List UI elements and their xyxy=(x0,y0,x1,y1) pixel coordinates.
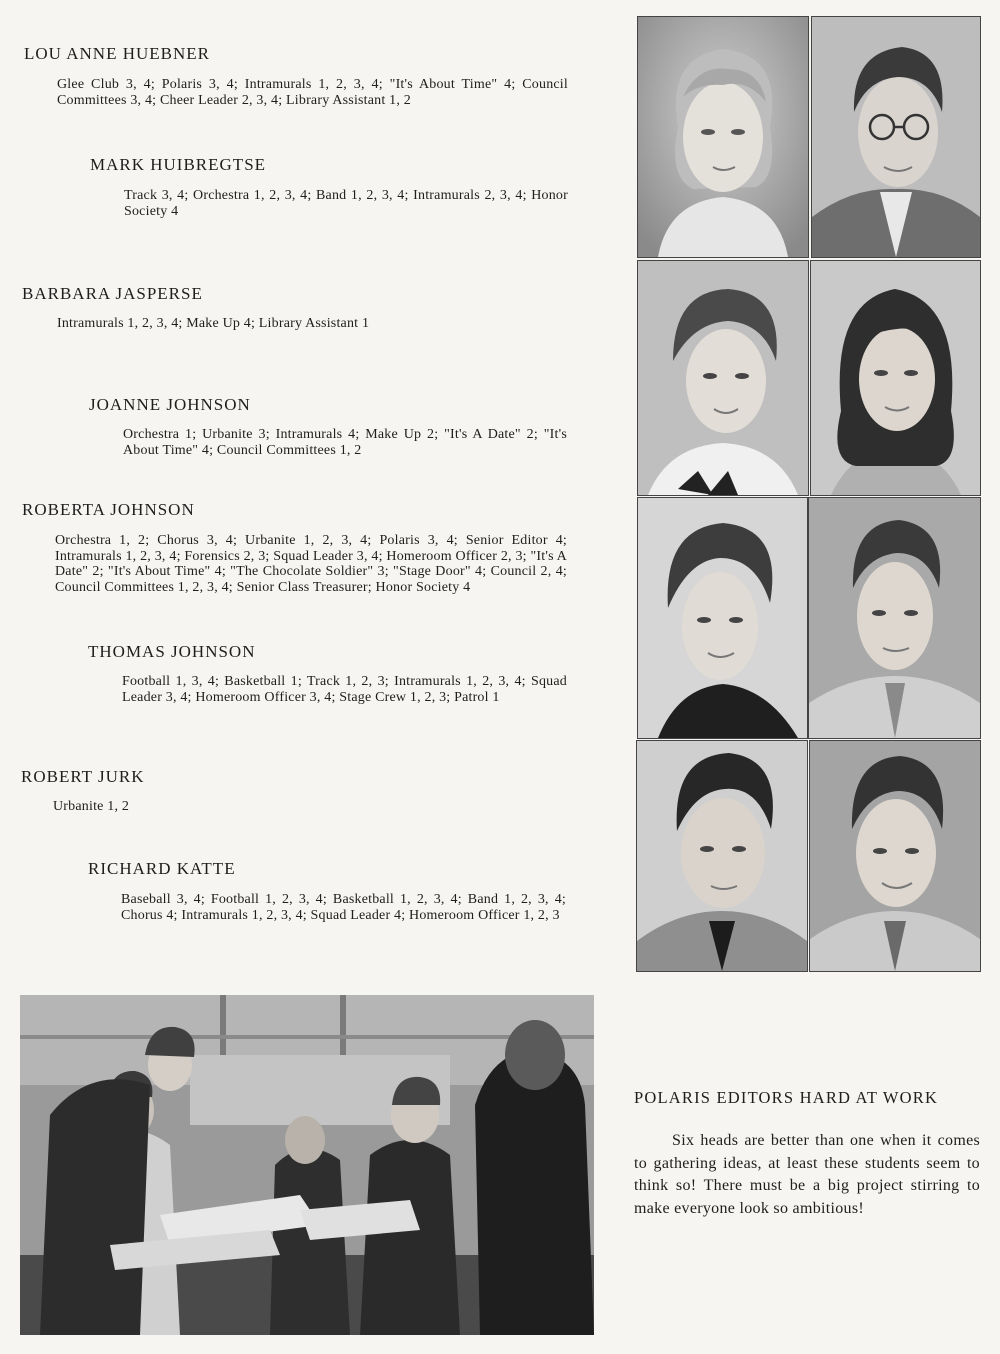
student-name: ROBERTA JOHNSON xyxy=(22,500,195,519)
student-entry xyxy=(24,44,574,64)
student-entry xyxy=(90,155,570,175)
photo-caption-title: POLARIS EDITORS HARD AT WORK xyxy=(634,1088,939,1107)
photo-caption-text: Six heads are better than one when it comes to gathering ideas, at least these students seem to think so! There must be a big project stirring to make everyone look so ambitious! xyxy=(634,1132,980,1217)
student-entry xyxy=(88,642,568,662)
student-activities: Football 1, 3, 4; Basketball 1; Track 1, 2, 3; Intramurals 1, 2, 3, 4; Squad Leader 3, 4; Homeroom Officer 3, 4; Stage Crew 1, 2, 3; Patrol 1 xyxy=(122,674,567,705)
student-activities: Intramurals 1, 2, 3, 4; Make Up 4; Library Assistant 1 xyxy=(57,316,370,331)
student-entry xyxy=(88,859,568,879)
portrait-photo xyxy=(637,260,809,496)
portrait-photo xyxy=(808,497,981,739)
portrait-photo xyxy=(636,740,808,972)
student-name: THOMAS JOHNSON xyxy=(88,642,256,661)
student-activities: Baseball 3, 4; Football 1, 2, 3, 4; Basketball 1, 2, 3, 4; Band 1, 2, 3, 4; Chorus 4; Intramurals 1, 2, 3, 4; Squad Leader 4; Homeroom Officer 1, 2, 3 xyxy=(121,892,566,923)
student-entry xyxy=(21,767,571,787)
group-photo xyxy=(20,995,594,1335)
portrait-photo xyxy=(637,16,809,258)
student-name: ROBERT JURK xyxy=(21,767,145,786)
student-activities: Glee Club 3, 4; Polaris 3, 4; Intramurals 1, 2, 3, 4; "It's About Time" 4; Council Committees 3, 4; Cheer Leader 2, 3, 4; Library Assistant 1, 2 xyxy=(57,77,568,108)
student-name: BARBARA JASPERSE xyxy=(22,284,203,303)
student-name: LOU ANNE HUEBNER xyxy=(24,44,210,63)
student-activities: Urbanite 1, 2 xyxy=(53,799,130,814)
student-activities: Orchestra 1, 2; Chorus 3, 4; Urbanite 1, 2, 3, 4; Polaris 3, 4; Senior Editor 4; Intramurals 1, 2, 3, 4; Forensics 2, 3; Squad Leader 3, 4; Homeroom Officer 2, 3; "It's A Date" 2; "It's About Time" 4; "The Chocolate Soldier" 3; "Stage Door" 4; Council 2, 4; Council Committees 1, 2, 3, 4; Senior Class Treasurer; Honor Society 4 xyxy=(55,533,567,595)
student-activities: Orchestra 1; Urbanite 3; Intramurals 4; Make Up 2; "It's A Date" 2; "It's About Time" 4; Council Committees 1, 2 xyxy=(123,427,567,458)
portrait-photo xyxy=(809,740,981,972)
student-entry xyxy=(22,500,572,520)
portrait-photo xyxy=(810,260,981,496)
portrait-photo xyxy=(811,16,981,258)
portrait-photo xyxy=(637,497,808,739)
student-name: RICHARD KATTE xyxy=(88,859,236,878)
student-name: JOANNE JOHNSON xyxy=(89,395,251,414)
student-activities: Track 3, 4; Orchestra 1, 2, 3, 4; Band 1, 2, 3, 4; Intramurals 2, 3, 4; Honor Society 4 xyxy=(124,188,568,219)
student-entry xyxy=(22,284,572,304)
student-name: MARK HUIBREGTSE xyxy=(90,155,267,174)
student-entry xyxy=(89,395,569,415)
